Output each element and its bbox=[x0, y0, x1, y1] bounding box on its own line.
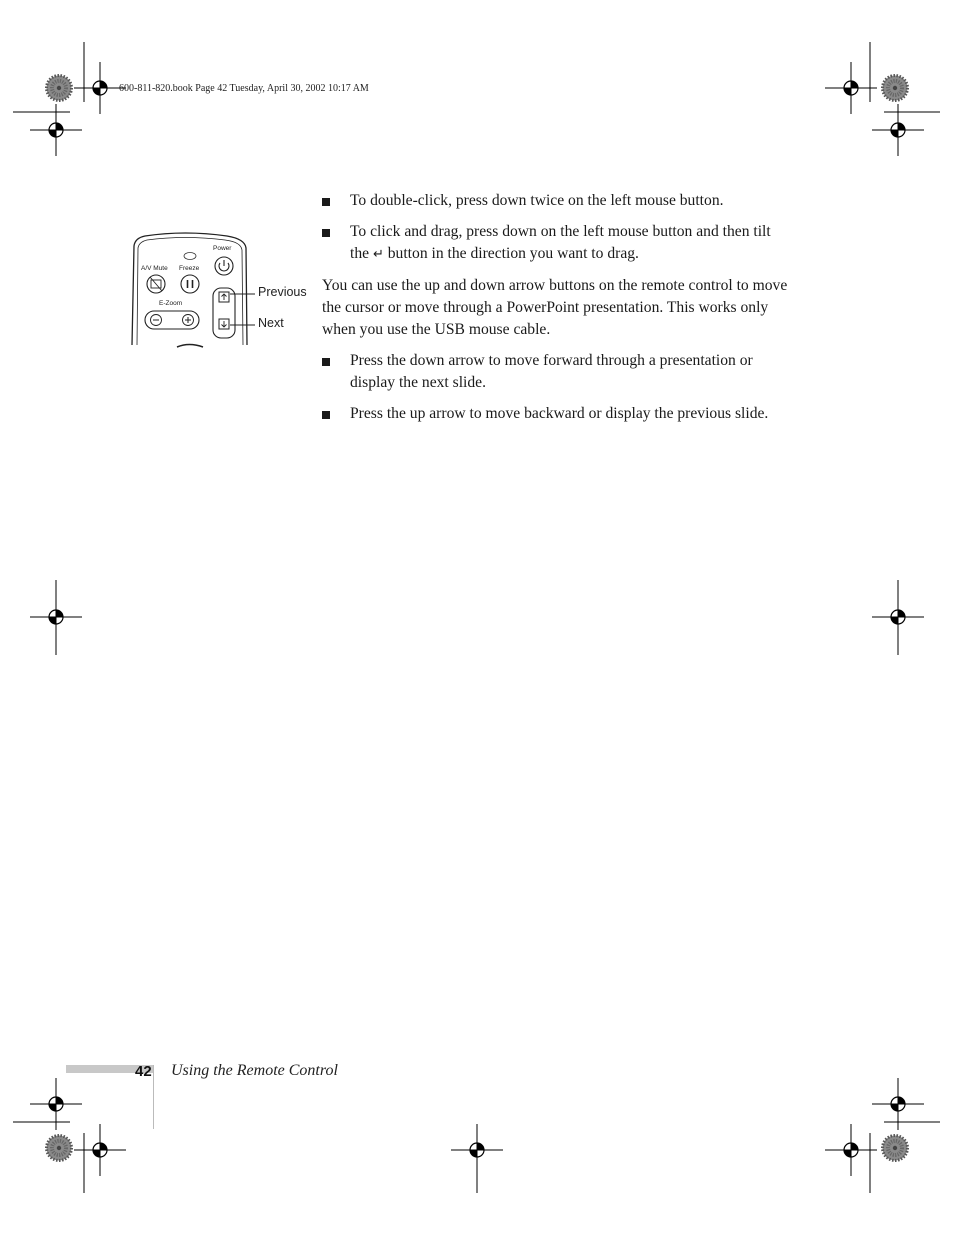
bullet-item bbox=[322, 221, 792, 266]
bullet-icon bbox=[322, 411, 330, 419]
bullet-icon bbox=[322, 198, 330, 206]
body-text bbox=[322, 190, 792, 434]
print-slug: 600-811-820.book Page 42 Tuesday, April 30, 2002 10:17 AM bbox=[119, 83, 369, 94]
power-label: Power bbox=[213, 245, 232, 252]
bullet-icon bbox=[322, 229, 330, 237]
bullet-text: Press the up arrow to move backward or display the previous slide. bbox=[350, 405, 769, 422]
bullet-text-part2: button in the direction you want to drag. bbox=[383, 245, 639, 262]
freeze-label: Freeze bbox=[179, 265, 200, 272]
enter-arrow-icon: ↵ bbox=[372, 247, 384, 262]
bullet-text-part1: To click and drag, press down on the left mouse button and then tilt the bbox=[350, 223, 771, 262]
bullet-item bbox=[322, 350, 792, 394]
page-number: 42 bbox=[135, 1063, 152, 1080]
color-target-icon bbox=[47, 1136, 72, 1161]
bullet-icon bbox=[322, 358, 330, 366]
bullet-text: Press the down arrow to move forward through a presentation or display the next slide. bbox=[350, 352, 753, 391]
footer-divider bbox=[153, 1065, 154, 1129]
av-mute-label: A/V Mute bbox=[141, 265, 168, 272]
next-callout: Next bbox=[258, 316, 284, 330]
color-target-icon bbox=[47, 76, 72, 101]
color-target-icon bbox=[883, 76, 908, 101]
bullet-item bbox=[322, 403, 792, 425]
ezoom-label: E-Zoom bbox=[159, 300, 183, 307]
color-target-icon bbox=[883, 1136, 908, 1161]
body-paragraph: You can use the up and down arrow buttons on the remote control to move the cursor or move through a PowerPoint presentation. This works only when you use the USB mouse cable. bbox=[322, 277, 788, 338]
bullet-text: To double-click, press down twice on the left mouse button. bbox=[350, 192, 724, 209]
bullet-item bbox=[322, 190, 792, 212]
running-title: Using the Remote Control bbox=[171, 1062, 338, 1079]
previous-callout: Previous bbox=[258, 285, 307, 299]
remote-control-illustration bbox=[125, 230, 255, 348]
